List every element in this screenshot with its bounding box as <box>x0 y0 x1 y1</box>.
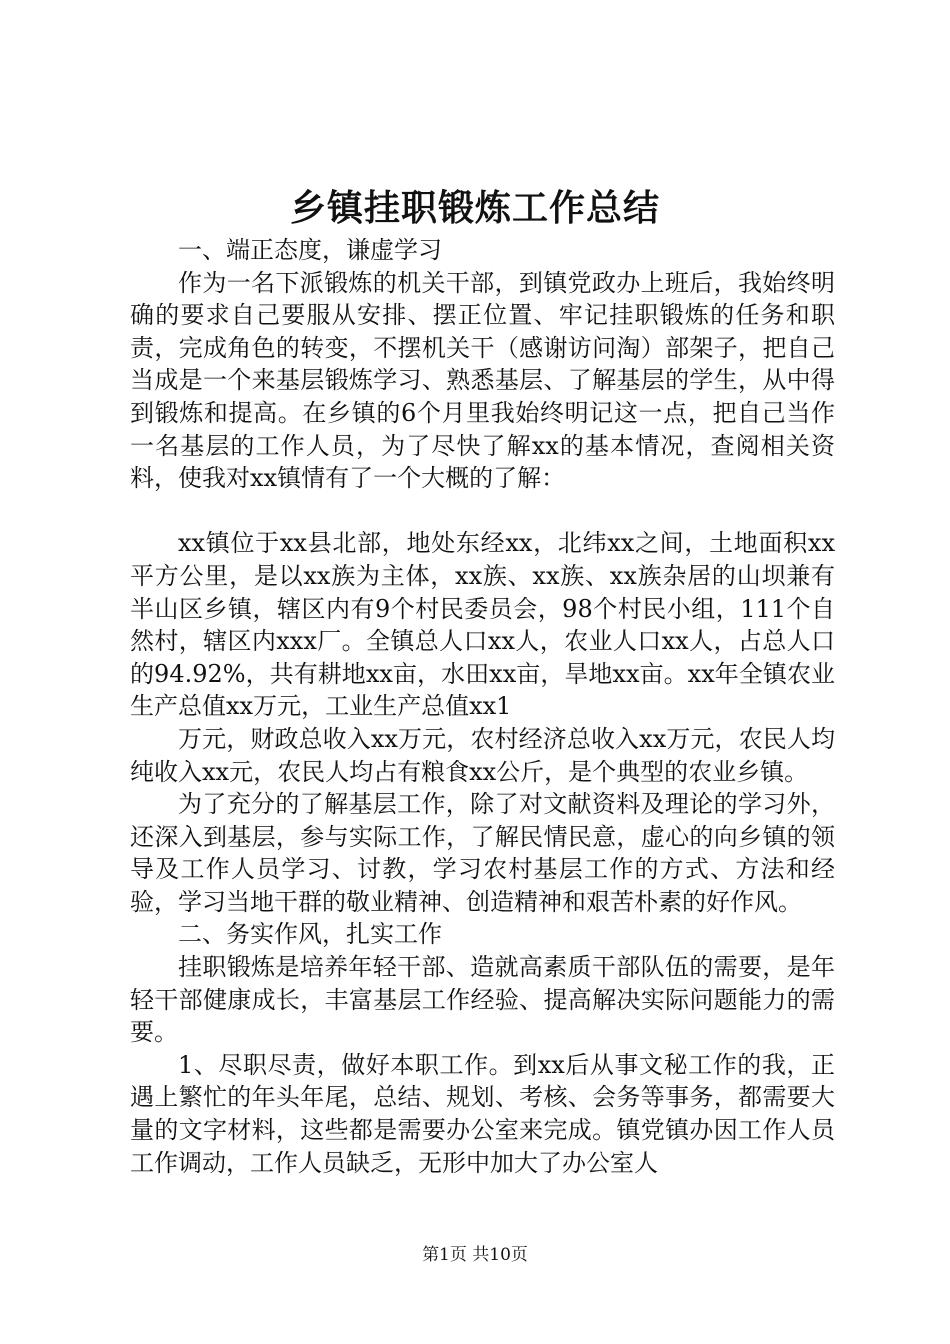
blank-line <box>130 495 835 528</box>
body-paragraph: 挂职锻炼是培养年轻干部、造就高素质干部队伍的需要，是年轻干部健康成长，丰富基层工作经验、提高解决实际问题能力的需要。 <box>130 953 835 1047</box>
body-paragraph: 作为一名下派锻炼的机关干部，到镇党政办上班后，我始终明确的要求自己要服从安排、摆正位置、牢记挂职锻炼的任务和职责，完成角色的转变，不摆机关干（感谢访问淘）部架子，把自己当成是一个来基层锻炼学习、熟悉基层、了解基层的学生，从中得到锻炼和提高。在乡镇的6个月里我始终明记这一点，把自己当作一名基层的工作人员，为了尽快了解xx的基本情况，查阅相关资料，使我对xx镇情有了一个大概的了解： <box>130 268 835 493</box>
page-footer: 第1页 共10页 <box>422 1245 528 1265</box>
body-paragraph: 为了充分的了解基层工作，除了对文献资料及理论的学习外，还深入到基层，参与实际工作，了解民情民意，虚心的向乡镇的领导及工作人员学习、讨教，学习农村基层工作的方式、方法和经验，学习当地干群的敬业精神、创造精神和艰苦朴素的好作风。 <box>130 790 835 916</box>
body-paragraph: 万元，财政总收入xx万元，农村经济总收入xx万元，农民人均纯收入xx元，农民人均占有粮食xx公斤，是个典型的农业乡镇。 <box>130 724 835 786</box>
section-heading: 一、端正态度，谦虚学习 <box>178 236 442 264</box>
document-body <box>130 234 835 1179</box>
body-paragraph: 1、尽职尽责，做好本职工作。到xx后从事文秘工作的我，正遇上繁忙的年头年尾，总结、规划、考核、会务等事务，都需要大量的文字材料，这些都是需要办公室来完成。镇党镇办因工作人员工作调动，工作人员缺乏，无形中加大了办公室人 <box>130 1050 835 1177</box>
document-title: 乡镇挂职锻炼工作总结 <box>289 187 660 229</box>
body-paragraph: xx镇位于xx县北部，地处东经xx，北纬xx之间，土地面积xx平方公里，是以xx族为主体，xx族、xx族、xx族杂居的山坝兼有半山区乡镇，辖区内有9个村民委员会，98个村民小组，111个自然村，辖区内xxx厂。全镇总人口xx人，农业人口xx人，占总人口的94.92%，共有耕地xx亩，水田xx亩，旱地xx亩。xx年全镇农业生产总值xx万元，工业生产总值xx1 <box>130 529 835 721</box>
section-heading: 二、务实作风，扎实工作 <box>178 920 442 949</box>
